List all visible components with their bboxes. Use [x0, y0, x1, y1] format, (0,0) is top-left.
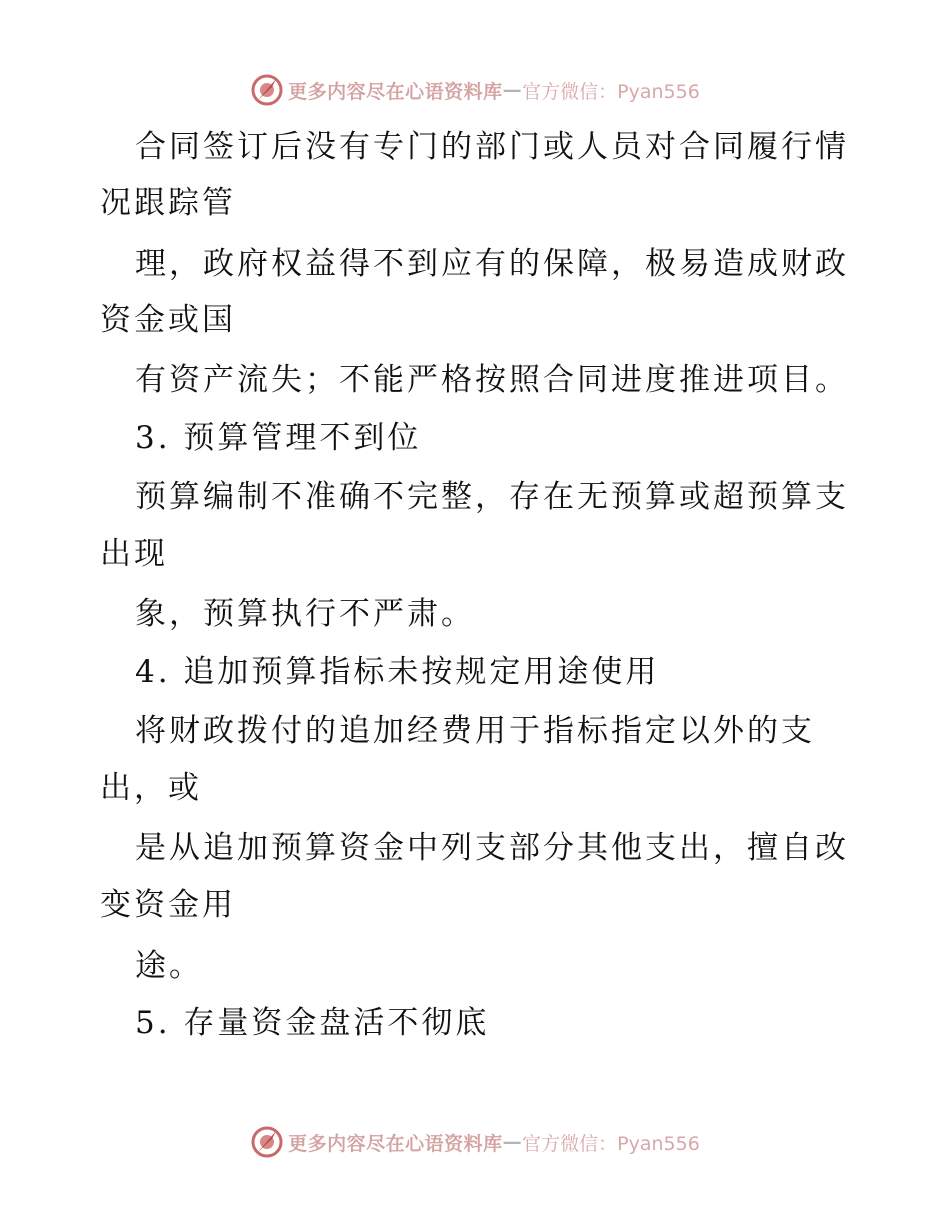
body-line: 合同签订后没有专门的部门或人员对合同履行情 — [135, 129, 849, 165]
watermark-brand-text: 更多内容尽在心语资料库 — [288, 80, 503, 103]
body-line: 理，政府权益得不到应有的保障，极易造成财政 — [135, 246, 849, 282]
body-line: 是从追加预算资金中列支部分其他支出，擅自改 — [135, 830, 849, 866]
watermark-dash: — — [502, 1131, 523, 1153]
section-heading: 4. 追加预算指标未按规定用途使用 — [135, 654, 660, 690]
quill-logo-icon — [250, 73, 284, 107]
body-line: 象，预算执行不严肃。 — [135, 596, 475, 632]
body-line: 出现 — [100, 536, 168, 572]
section-heading: 5. 存量资金盘活不彻底 — [135, 1005, 490, 1041]
section-heading: 3. 预算管理不到位 — [135, 420, 422, 456]
body-line: 出，或 — [100, 770, 202, 806]
body-line: 将财政拨付的追加经费用于指标指定以外的支 — [135, 713, 815, 749]
body-line: 有资产流失；不能严格按照合同进度推进项目。 — [135, 362, 849, 398]
watermark-brand-text: 更多内容尽在心语资料库 — [288, 1132, 503, 1155]
body-line: 资金或国 — [100, 302, 236, 338]
footer-watermark — [0, 1122, 950, 1162]
body-line: 预算编制不准确不完整，存在无预算或超预算支 — [135, 479, 849, 515]
header-watermark — [0, 70, 950, 110]
body-line: 况跟踪管 — [100, 185, 236, 221]
body-line: 途。 — [135, 948, 203, 984]
quill-logo-icon — [250, 1125, 284, 1159]
watermark-dash: — — [502, 79, 523, 101]
watermark-contact-text: 官方微信：Pyan556 — [522, 1132, 700, 1155]
watermark-contact-text: 官方微信：Pyan556 — [522, 80, 700, 103]
body-line: 变资金用 — [100, 887, 236, 923]
